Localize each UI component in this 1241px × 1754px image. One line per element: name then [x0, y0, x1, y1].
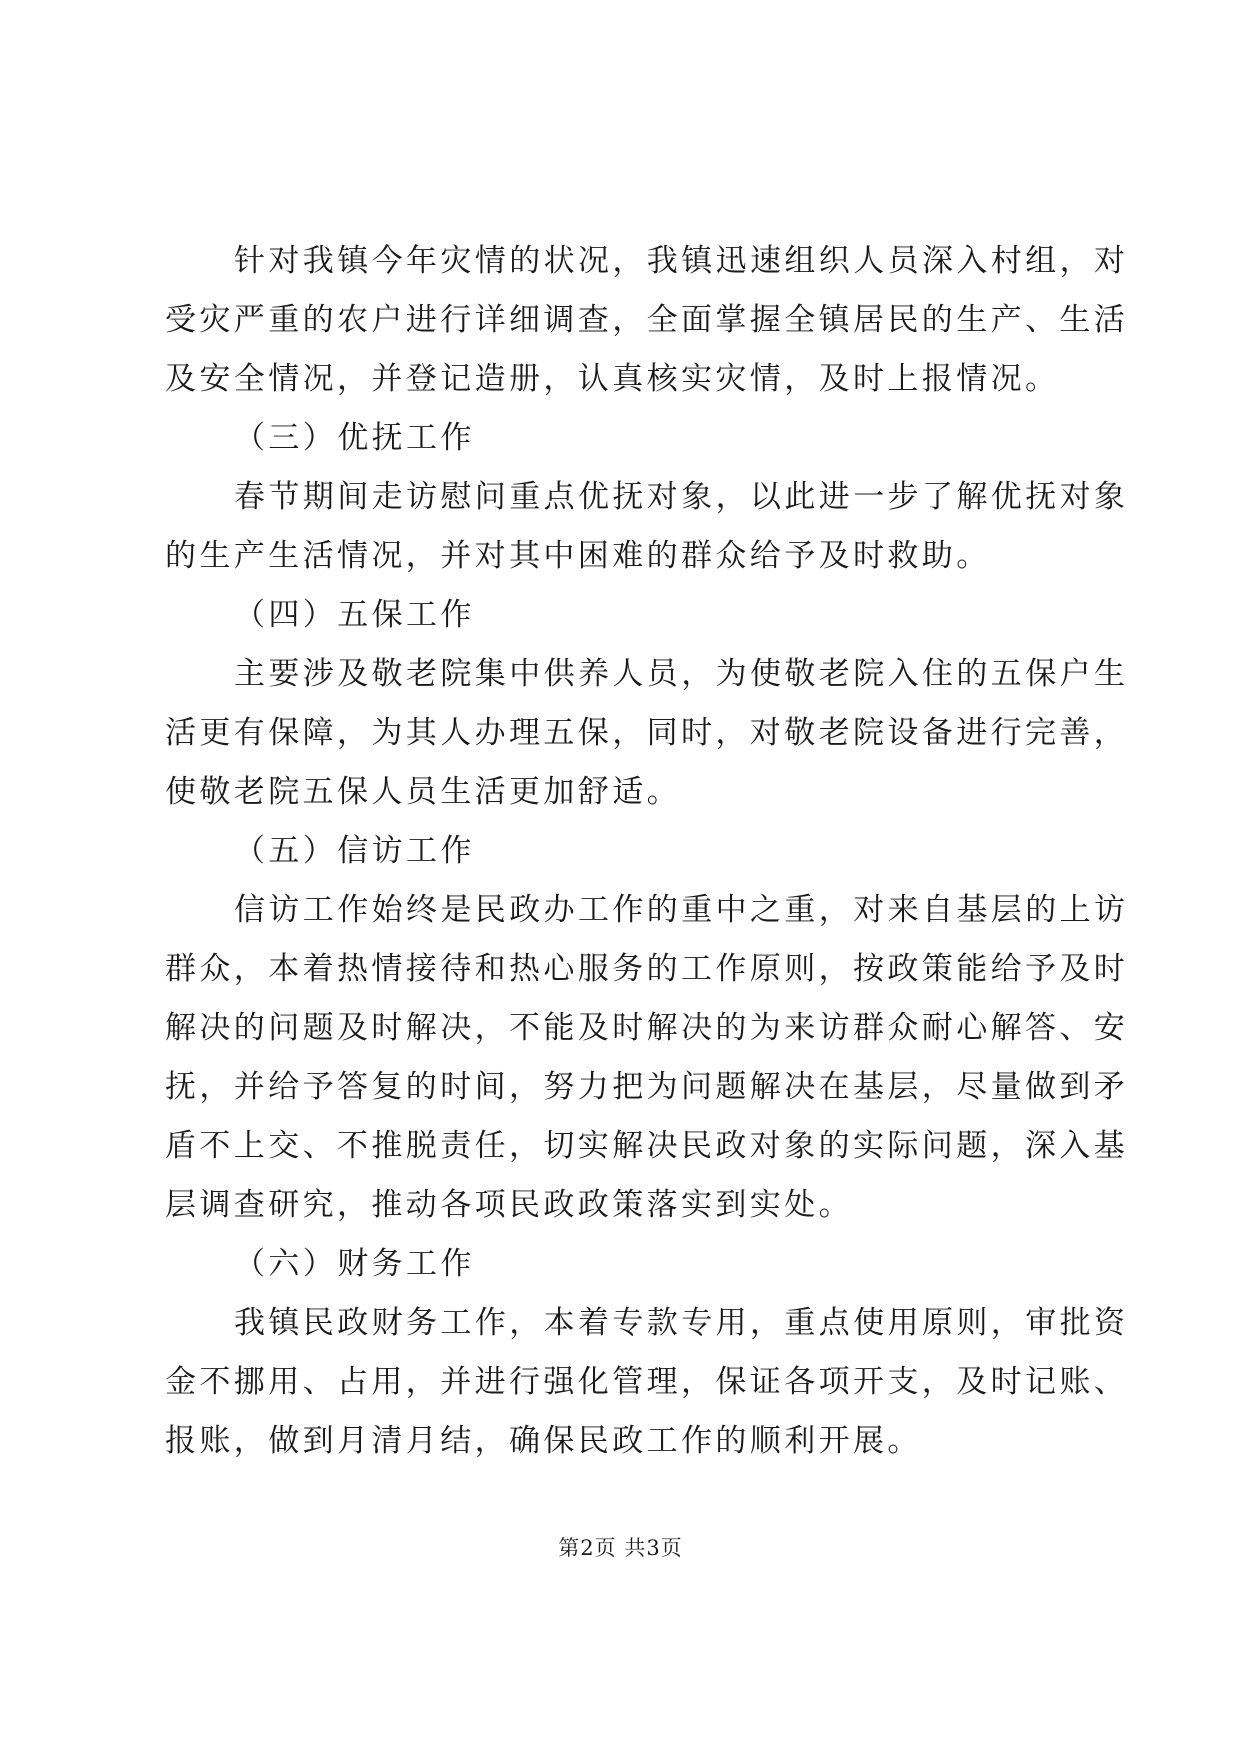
text-line: 抚，并给予答复的时间，努力把为问题解决在基层，尽量做到矛	[165, 1069, 1129, 1105]
text-line: 信访工作始终是民政办工作的重中之重，对来自基层的上访	[234, 892, 1129, 928]
text-line: 金不挪用、占用，并进行强化管理，保证各项开支，及时记账、	[165, 1364, 1129, 1400]
text-line: 春节期间走访慰问重点优抚对象，以此进一步了解优抚对象	[234, 479, 1129, 515]
text-line: 主要涉及敬老院集中供养人员，为使敬老院入住的五保户生	[234, 656, 1129, 692]
text-line: 使敬老院五保人员生活更加舒适。	[165, 774, 681, 810]
text-line: （六）财务工作	[234, 1246, 475, 1282]
text-line: 及安全情况，并登记造册，认真核实灾情，及时上报情况。	[165, 361, 1060, 397]
text-line: 的生产生活情况，并对其中困难的群众给予及时救助。	[165, 538, 991, 574]
text-line: （五）信访工作	[234, 833, 475, 869]
text-line: 盾不上交、不推脱责任，切实解决民政对象的实际问题，深入基	[165, 1128, 1129, 1164]
text-line: 群众，本着热情接待和热心服务的工作原则，按政策能给予及时	[165, 951, 1129, 987]
text-line: （四）五保工作	[234, 597, 475, 633]
text-line: （三）优抚工作	[234, 420, 475, 456]
text-line: 受灾严重的农户进行详细调查，全面掌握全镇居民的生产、生活	[165, 302, 1129, 338]
text-line: 针对我镇今年灾情的状况，我镇迅速组织人员深入村组，对	[234, 243, 1129, 279]
text-line: 层调查研究，推动各项民政政策落实到实处。	[165, 1187, 853, 1223]
document-body	[165, 232, 1129, 1471]
page-footer: 第2页 共3页	[558, 1536, 683, 1560]
text-line: 活更有保障，为其人办理五保，同时，对敬老院设备进行完善，	[165, 715, 1129, 751]
text-line: 解决的问题及时解决，不能及时解决的为来访群众耐心解答、安	[165, 1010, 1129, 1046]
text-line: 我镇民政财务工作，本着专款专用，重点使用原则，审批资	[234, 1305, 1129, 1341]
text-line: 报账，做到月清月结，确保民政工作的顺利开展。	[165, 1423, 922, 1459]
